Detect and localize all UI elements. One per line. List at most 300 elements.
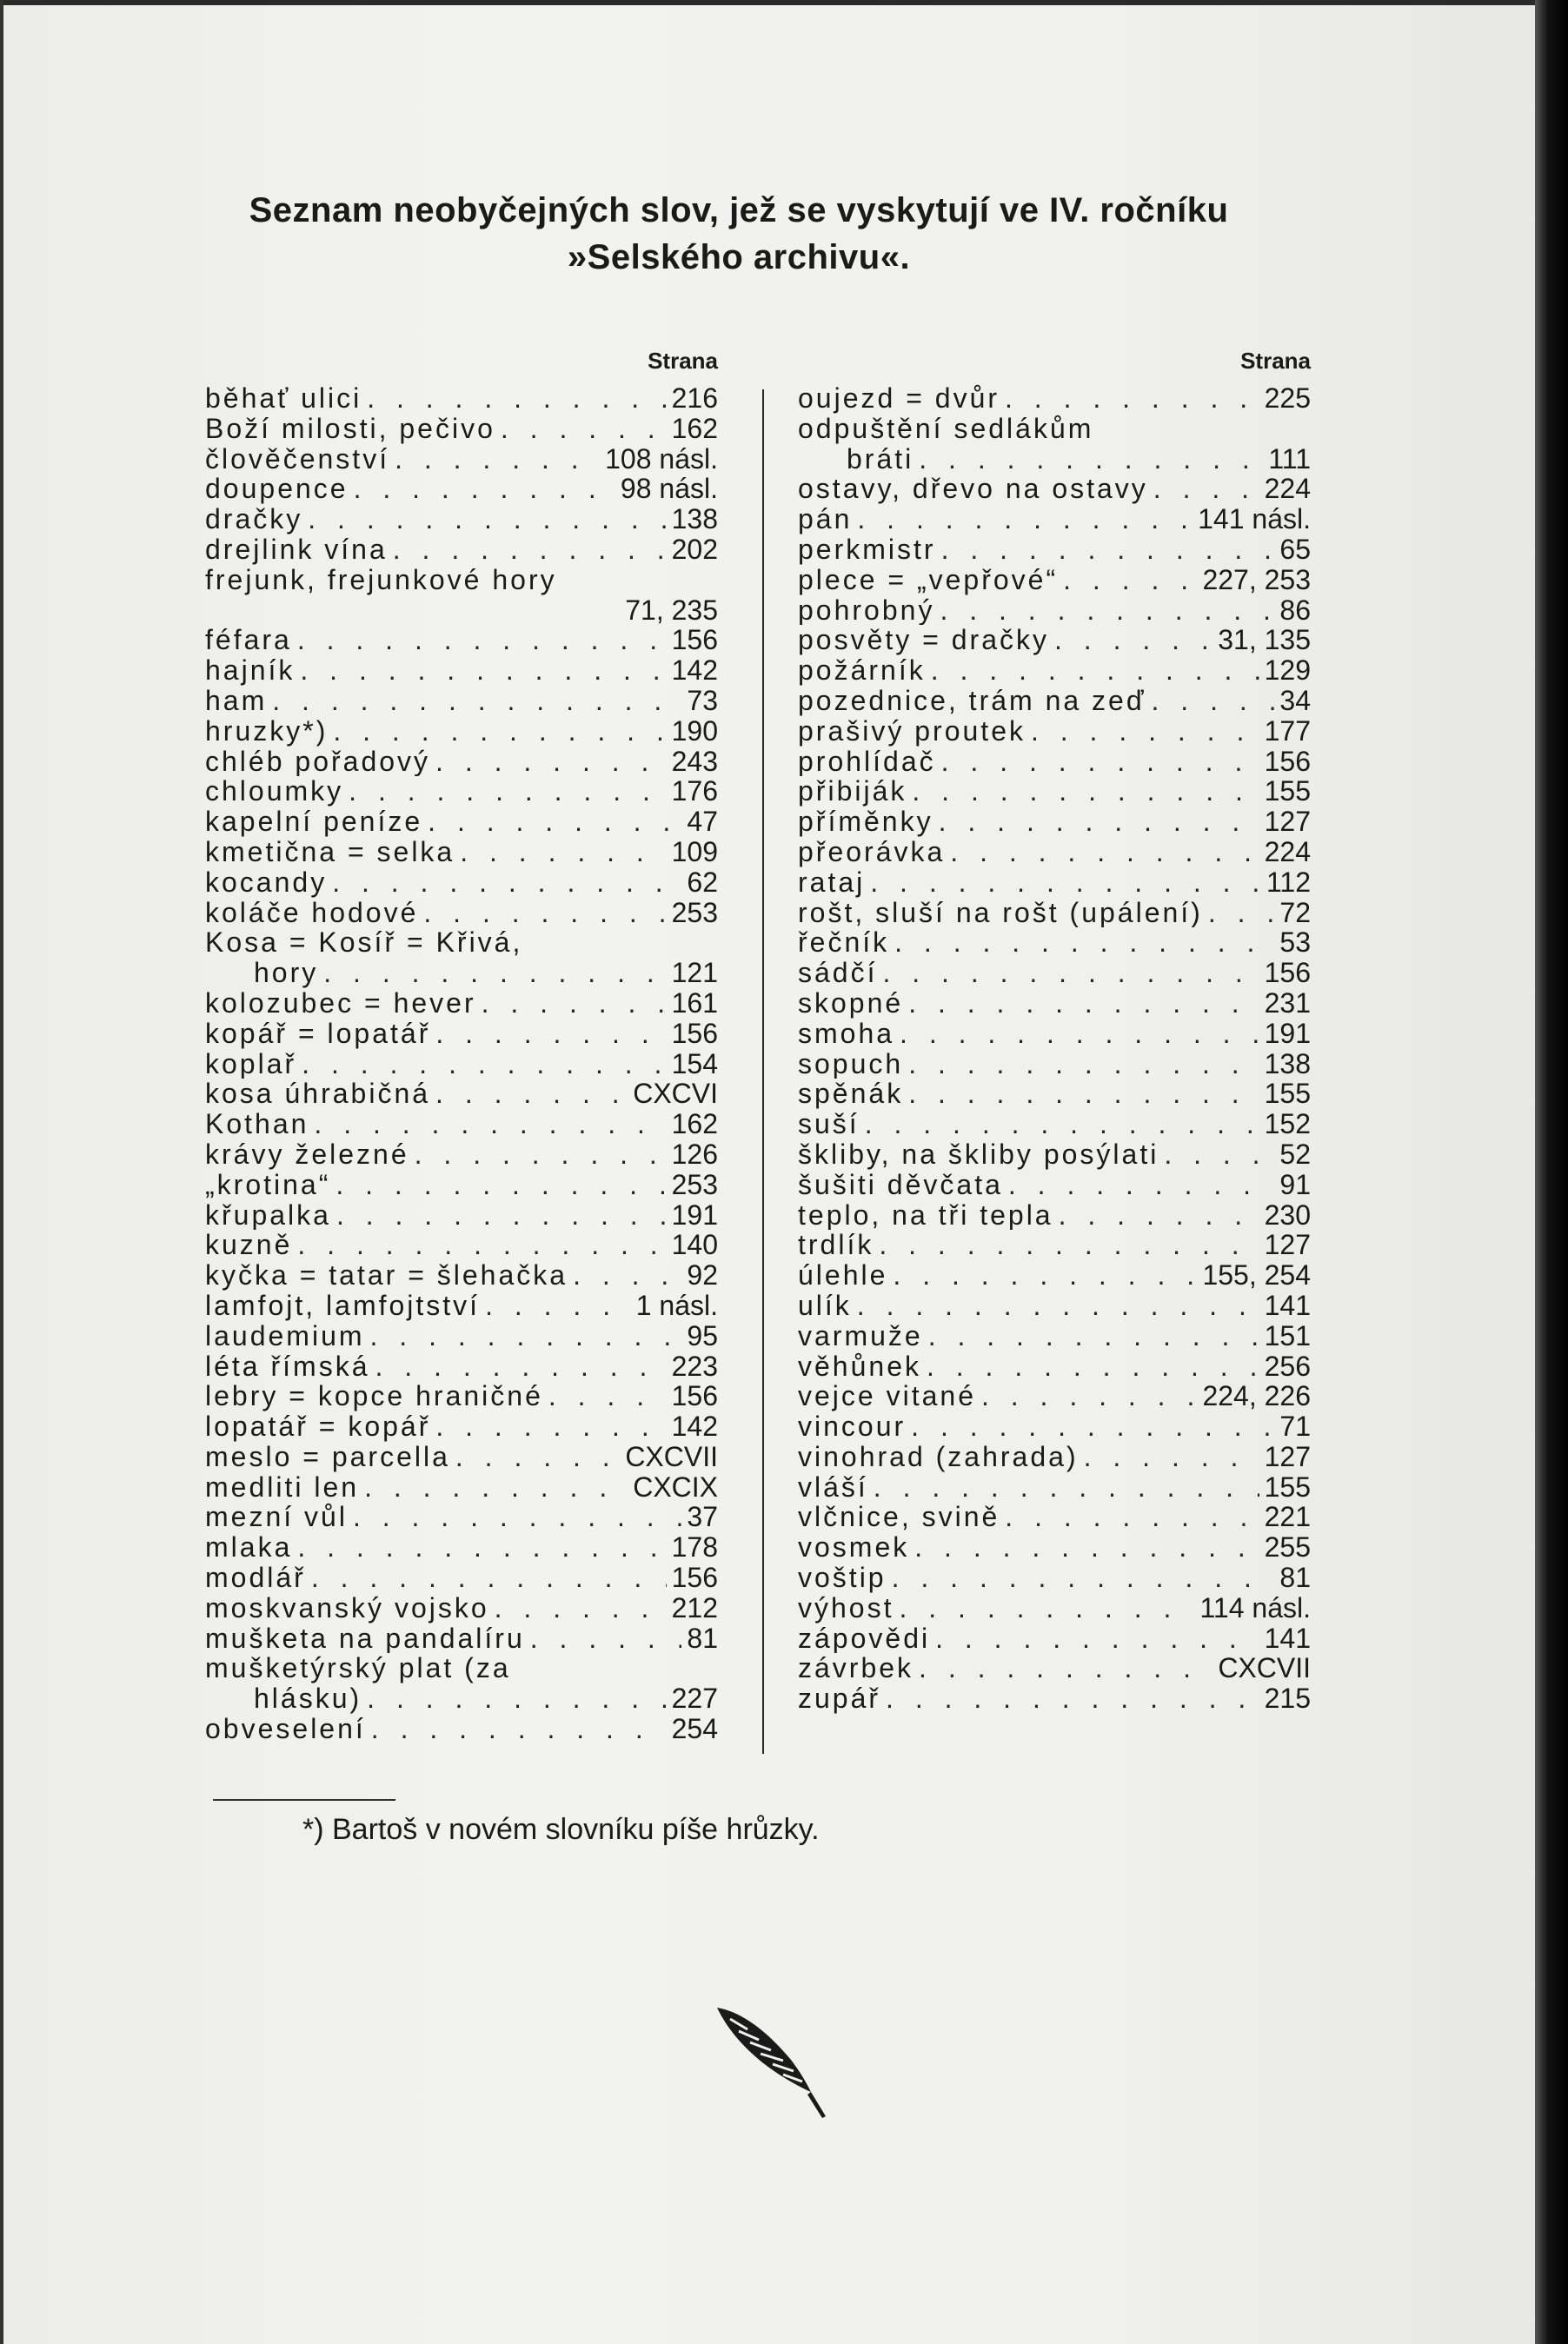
index-entry xyxy=(205,1532,718,1563)
entry-page: 53 xyxy=(1279,927,1311,959)
index-entry xyxy=(798,565,1311,595)
index-entry xyxy=(205,1714,718,1744)
entry-page: 121 xyxy=(671,958,718,988)
leader-dots xyxy=(941,747,1259,777)
entry-page: 224 xyxy=(1264,836,1311,867)
entry-page: 224, 226 xyxy=(1202,1381,1311,1412)
index-entry xyxy=(205,1411,718,1442)
leader-dots xyxy=(495,1593,667,1624)
entry-page: 155 xyxy=(1264,1471,1311,1503)
entry-page: 109 xyxy=(671,836,718,867)
index-entry xyxy=(798,747,1311,777)
index-entry xyxy=(798,1411,1311,1442)
leader-dots xyxy=(375,1351,666,1382)
entry-page: 156 xyxy=(671,1563,718,1593)
index-entry xyxy=(798,1624,1311,1654)
leader-dots xyxy=(1084,1442,1259,1472)
entry-page: 141 násl. xyxy=(1198,504,1311,535)
entry-term: mušketýrský plat (za xyxy=(205,1653,511,1684)
entry-page: 127 xyxy=(1264,1230,1311,1261)
entry-term: medliti len xyxy=(205,1471,360,1503)
index-entry xyxy=(205,1109,718,1139)
leader-dots xyxy=(1164,1139,1274,1170)
index-entry xyxy=(205,414,718,444)
entry-page: CXCIX xyxy=(633,1471,718,1503)
entry-term: kyčka = tatar = šlehačka xyxy=(205,1260,568,1291)
leader-dots xyxy=(899,1593,1194,1624)
index-entry xyxy=(205,1653,718,1683)
entry-term: ostavy, dřevo na ostavy xyxy=(798,474,1148,505)
entry-term: vincour xyxy=(798,1411,907,1442)
entry-term: šušiti děvčata xyxy=(798,1169,1003,1200)
entry-page: 227 xyxy=(671,1683,718,1715)
entry-page: 62 xyxy=(687,867,718,898)
entry-term: vláší xyxy=(798,1471,868,1503)
entry-page: 129 xyxy=(1264,655,1311,686)
right-column-header: Strana xyxy=(1240,348,1311,374)
entry-page: 91 xyxy=(1279,1169,1311,1200)
index-entry xyxy=(798,1502,1311,1532)
entry-term: vosmek xyxy=(798,1532,910,1564)
entry-page: CXCVII xyxy=(625,1441,718,1472)
leader-dots xyxy=(308,504,666,535)
index-entry xyxy=(798,1593,1311,1624)
index-entry xyxy=(798,383,1311,414)
index-entry xyxy=(798,1079,1311,1109)
index-entry xyxy=(205,837,718,867)
entry-page: 52 xyxy=(1279,1139,1311,1170)
leader-dots xyxy=(370,1321,682,1351)
entry-term: prašivý proutek xyxy=(798,715,1026,747)
index-entry xyxy=(205,1170,718,1200)
entry-term: mezní vůl xyxy=(205,1502,348,1533)
leader-dots xyxy=(935,1624,1259,1654)
leader-dots xyxy=(364,1472,628,1503)
entry-page: 111 xyxy=(1268,443,1311,475)
entry-term: spěnák xyxy=(798,1079,904,1110)
index-entry xyxy=(798,1260,1311,1291)
leader-dots xyxy=(874,1472,1259,1503)
leader-dots xyxy=(928,1321,1259,1351)
entry-term: hruzky*) xyxy=(205,715,329,747)
index-entry xyxy=(205,1502,718,1532)
index-entry xyxy=(205,988,718,1019)
entry-page: 162 xyxy=(671,1109,718,1139)
left-column-header: Strana xyxy=(648,348,718,374)
index-entry xyxy=(205,747,718,777)
entry-term: moskvanský vojsko xyxy=(205,1592,489,1624)
index-entry xyxy=(798,1291,1311,1321)
index-entry xyxy=(798,1683,1311,1714)
leader-dots xyxy=(311,1563,667,1593)
entry-page: 92 xyxy=(687,1260,718,1291)
entry-term: přeorávka xyxy=(798,836,946,867)
entry-page: 47 xyxy=(687,807,718,837)
entry-term: koplař xyxy=(205,1048,297,1079)
entry-term: kocandy xyxy=(205,867,328,898)
leader-dots xyxy=(393,535,667,565)
page-title xyxy=(156,187,1321,281)
leader-dots xyxy=(931,655,1259,686)
leader-dots xyxy=(354,474,615,504)
entry-page: 254 xyxy=(671,1714,718,1744)
entry-term: kosa úhrabičná xyxy=(205,1079,431,1110)
index-entry xyxy=(798,1230,1311,1260)
leader-dots xyxy=(879,1230,1259,1260)
entry-term: léta římská xyxy=(205,1351,370,1382)
index-entry xyxy=(205,444,718,475)
entry-page: 112 xyxy=(1266,867,1311,898)
index-entry xyxy=(205,1442,718,1472)
entry-term: hory xyxy=(254,958,319,988)
entry-term: úlehle xyxy=(798,1260,888,1291)
entry-term: věhůnek xyxy=(798,1351,921,1382)
entry-page: 212 xyxy=(671,1592,718,1624)
entry-term: skopné xyxy=(798,987,904,1019)
index-entry xyxy=(798,1472,1311,1503)
entry-page: 231 xyxy=(1264,987,1311,1019)
entry-term: pohrobný xyxy=(798,594,935,626)
entry-term: „krotina“ xyxy=(205,1169,331,1200)
index-entry xyxy=(205,1139,718,1170)
leader-dots xyxy=(297,1532,666,1563)
entry-term: varmuže xyxy=(798,1320,923,1351)
entry-term: hlásku) xyxy=(254,1683,362,1715)
entry-term: mlaka xyxy=(205,1532,293,1564)
leader-dots xyxy=(857,504,1193,535)
index-entry xyxy=(798,988,1311,1019)
leader-dots xyxy=(548,1381,667,1411)
entry-term: rošt, sluší na rošt (upálení) xyxy=(798,897,1203,928)
leader-dots xyxy=(353,1502,681,1532)
entry-term: chléb pořadový xyxy=(205,746,431,777)
entry-page: 215 xyxy=(1264,1683,1311,1715)
leader-dots xyxy=(435,1411,666,1442)
entry-term: Kosa = Kosíř = Křivá, xyxy=(205,927,523,959)
index-entry xyxy=(205,1291,718,1321)
index-entry xyxy=(798,1170,1311,1200)
entry-page: CXCVII xyxy=(1218,1653,1311,1684)
index-entry xyxy=(205,776,718,807)
index-entry xyxy=(798,958,1311,988)
index-entry xyxy=(205,1019,718,1049)
footnote: *) Bartoš v novém slovníku píše hrůzky. xyxy=(302,1813,820,1846)
index-entry xyxy=(205,1200,718,1231)
index-entry xyxy=(798,898,1311,928)
entry-term: plece = „vepřové“ xyxy=(798,564,1059,595)
index-entry xyxy=(798,504,1311,535)
entry-page: 142 xyxy=(671,655,718,686)
leader-dots xyxy=(893,1260,1197,1291)
leader-dots xyxy=(1008,1170,1275,1200)
entry-page: 1 násl. xyxy=(635,1290,718,1321)
column-divider xyxy=(762,389,764,1754)
entry-term: zápovědi xyxy=(798,1623,931,1654)
index-entry xyxy=(798,1321,1311,1351)
leader-dots xyxy=(886,1683,1259,1714)
entry-page: 176 xyxy=(671,776,718,807)
entry-term: perkmistr xyxy=(798,534,936,565)
leader-dots xyxy=(314,1109,666,1139)
entry-page: 191 xyxy=(1264,1018,1311,1049)
index-entry xyxy=(205,1230,718,1260)
entry-term: křupalka xyxy=(205,1199,331,1231)
index-entry xyxy=(798,1019,1311,1049)
entry-term: vejce vitané xyxy=(798,1381,976,1412)
entry-term: frejunk, frejunkové hory xyxy=(205,564,557,595)
index-entry xyxy=(798,867,1311,898)
entry-page: 151 xyxy=(1264,1320,1311,1351)
leader-dots xyxy=(367,1683,666,1714)
entry-term: trdlík xyxy=(798,1230,874,1261)
entry-page: 255 xyxy=(1264,1532,1311,1564)
title-line-1: Seznam neobyčejných slov, jež se vyskytují ve IV. ročníku xyxy=(249,191,1229,229)
leader-dots xyxy=(336,1200,667,1231)
entry-page: 140 xyxy=(671,1230,718,1261)
leader-dots xyxy=(371,1714,667,1744)
leader-dots xyxy=(939,807,1259,837)
index-entry xyxy=(205,927,718,958)
index-entry xyxy=(798,414,1311,444)
leader-dots xyxy=(908,1049,1259,1079)
leader-dots xyxy=(1005,1502,1259,1532)
entry-page: 227, 253 xyxy=(1202,564,1311,595)
leader-dots xyxy=(272,686,681,716)
entry-term: laudemium xyxy=(205,1320,365,1351)
index-entry xyxy=(798,1200,1311,1231)
leader-dots xyxy=(423,898,666,928)
feather-ornament-icon xyxy=(708,1995,839,2125)
index-entry xyxy=(205,1381,718,1411)
entry-page: 216 xyxy=(671,383,718,414)
entry-page: 81 xyxy=(687,1623,718,1654)
index-entry xyxy=(205,655,718,686)
leader-dots xyxy=(482,988,667,1019)
entry-term: sopuch xyxy=(798,1048,904,1079)
index-entry xyxy=(798,655,1311,686)
leader-dots xyxy=(332,867,681,898)
entry-page: 31, 135 xyxy=(1218,625,1311,656)
entry-term: zupář xyxy=(798,1683,881,1715)
entry-page: 95 xyxy=(687,1320,718,1351)
entry-page: 65 xyxy=(1279,534,1311,565)
entry-page: 156 xyxy=(671,1381,718,1412)
entry-page: 86 xyxy=(1279,594,1311,626)
leader-dots xyxy=(882,958,1259,988)
index-entry xyxy=(798,716,1311,747)
entry-page: 190 xyxy=(671,715,718,747)
entry-term: drejlink vína xyxy=(205,534,388,565)
entry-page: 138 xyxy=(1264,1048,1311,1079)
entry-term: ham xyxy=(205,685,268,716)
left-column xyxy=(205,343,718,1744)
index-entry xyxy=(798,776,1311,807)
entry-term: krávy železné xyxy=(205,1139,409,1170)
entry-term: lopatář = kopář xyxy=(205,1411,431,1442)
leader-dots xyxy=(892,1563,1275,1593)
entry-page: CXCVI xyxy=(633,1079,718,1110)
entry-term: mušketa na pandalíru xyxy=(205,1623,525,1654)
index-entry xyxy=(205,686,718,716)
leader-dots xyxy=(894,927,1274,958)
entry-term: féfara xyxy=(205,625,292,656)
leader-dots xyxy=(1208,898,1275,928)
index-entry xyxy=(205,1563,718,1593)
right-column xyxy=(798,343,1311,1714)
leader-dots xyxy=(415,1139,667,1170)
leader-dots xyxy=(912,776,1259,807)
leader-dots xyxy=(908,988,1259,1019)
index-entry xyxy=(798,1139,1311,1170)
leader-dots xyxy=(455,1442,620,1472)
leader-dots xyxy=(857,1291,1259,1321)
entry-term: prohlídač xyxy=(798,746,936,777)
entry-term: Boží milosti, pečivo xyxy=(205,413,495,444)
leader-dots xyxy=(349,776,666,807)
index-entry xyxy=(798,1351,1311,1382)
index-entry xyxy=(205,1472,718,1503)
entry-page: 108 násl. xyxy=(605,443,718,475)
entry-term: požárník xyxy=(798,655,926,686)
entry-term: ulík xyxy=(798,1290,852,1321)
leader-dots xyxy=(1153,474,1259,504)
entry-page: 223 xyxy=(671,1351,718,1382)
index-entry xyxy=(798,444,1311,475)
entry-page: 230 xyxy=(1264,1199,1311,1231)
entry-term: smoha xyxy=(798,1018,895,1049)
leader-dots xyxy=(1031,716,1259,747)
index-entry xyxy=(205,1049,718,1079)
entry-term: obveselení xyxy=(205,1714,366,1744)
entry-page: 141 xyxy=(1264,1623,1311,1654)
leader-dots xyxy=(573,1260,681,1291)
entry-term: hajník xyxy=(205,655,296,686)
scan-edge-right xyxy=(1535,0,1568,2344)
entry-term: modlář xyxy=(205,1563,306,1593)
entry-page: 156 xyxy=(1264,746,1311,777)
entry-page: 71, 235 xyxy=(625,594,718,626)
leader-dots xyxy=(1063,565,1197,595)
leader-dots xyxy=(900,1019,1259,1049)
entry-page: 71 xyxy=(1279,1411,1311,1442)
entry-term: vlčnice, svině xyxy=(798,1502,1000,1533)
leader-dots xyxy=(919,1653,1213,1683)
entry-page: 81 xyxy=(1279,1563,1311,1593)
entry-page: 156 xyxy=(671,1018,718,1049)
entry-term: kapelní peníze xyxy=(205,807,423,837)
leader-dots xyxy=(950,837,1259,867)
entry-page: 253 xyxy=(671,1169,718,1200)
index-entry xyxy=(205,716,718,747)
leader-dots xyxy=(435,1079,628,1109)
index-entry xyxy=(205,1079,718,1109)
leader-dots xyxy=(501,414,667,444)
entry-term: posvěty = dračky xyxy=(798,625,1049,656)
entry-page: 154 xyxy=(671,1048,718,1079)
index-entry xyxy=(798,1381,1311,1411)
entry-term: kuzně xyxy=(205,1230,293,1261)
entry-term: chloumky xyxy=(205,776,344,807)
entry-term: kolozubec = hever xyxy=(205,987,476,1019)
entry-term: běhať ulici xyxy=(205,383,362,414)
leader-dots xyxy=(333,716,666,747)
leader-dots xyxy=(336,1170,666,1200)
scan-edge-top xyxy=(0,0,1568,5)
index-entry xyxy=(205,625,718,655)
leader-dots xyxy=(485,1291,631,1321)
leader-dots xyxy=(435,747,667,777)
leader-dots xyxy=(367,383,666,414)
leader-dots xyxy=(1059,1200,1259,1231)
entry-page: 177 xyxy=(1264,715,1311,747)
entry-page: 162 xyxy=(671,413,718,444)
scan-edge-left xyxy=(0,0,3,2344)
index-entry xyxy=(205,1260,718,1291)
entry-page: 114 násl. xyxy=(1199,1592,1311,1624)
entry-term: suší xyxy=(798,1109,860,1139)
index-entry xyxy=(798,1653,1311,1683)
entry-term: Kothan xyxy=(205,1109,309,1139)
leader-dots xyxy=(297,1230,666,1260)
entry-page: 142 xyxy=(671,1411,718,1442)
index-entry xyxy=(798,1442,1311,1472)
entry-page: 138 xyxy=(671,504,718,535)
entry-term: kopář = lopatář xyxy=(205,1018,431,1049)
index-entry xyxy=(205,807,718,837)
index-entry xyxy=(205,958,718,988)
entry-page: 178 xyxy=(671,1532,718,1564)
entry-page: 221 xyxy=(1264,1502,1311,1533)
entry-page: 202 xyxy=(671,534,718,565)
index-entry xyxy=(798,1563,1311,1593)
entry-term: škliby, na škliby posýlati xyxy=(798,1139,1159,1170)
index-entry xyxy=(798,1049,1311,1079)
index-entry xyxy=(205,535,718,565)
entry-page: 156 xyxy=(671,625,718,656)
index-entry xyxy=(798,625,1311,655)
index-entry xyxy=(798,1532,1311,1563)
entry-page: 155 xyxy=(1264,776,1311,807)
leader-dots xyxy=(911,1411,1274,1442)
leader-dots xyxy=(865,1109,1259,1139)
entry-term: doupence xyxy=(205,474,349,505)
index-entry xyxy=(205,1321,718,1351)
leader-dots xyxy=(1054,625,1213,655)
entry-page: 73 xyxy=(687,685,718,716)
entry-term: bráti xyxy=(847,443,914,475)
entry-page: 37 xyxy=(687,1502,718,1533)
entry-page: 156 xyxy=(1264,958,1311,988)
entry-term: vinohrad (zahrada) xyxy=(798,1441,1079,1472)
index-entry xyxy=(205,474,718,504)
footnote-rule xyxy=(213,1799,395,1801)
index-entry xyxy=(798,807,1311,837)
leader-dots xyxy=(941,535,1275,565)
index-entry xyxy=(798,1109,1311,1139)
entry-page: 127 xyxy=(1264,1441,1311,1472)
index-entry xyxy=(205,1593,718,1624)
index-entry xyxy=(798,474,1311,504)
entry-term: koláče hodové xyxy=(205,897,419,928)
entry-page: 152 xyxy=(1264,1109,1311,1139)
entry-term: člověčenství xyxy=(205,443,390,475)
leader-dots xyxy=(428,807,681,837)
left-entry-list xyxy=(205,383,718,1744)
entry-page: 141 xyxy=(1264,1290,1311,1321)
entry-page: 155 xyxy=(1264,1079,1311,1110)
entry-term: dračky xyxy=(205,504,303,535)
entry-term: lamfojt, lamfojtství xyxy=(205,1290,481,1321)
